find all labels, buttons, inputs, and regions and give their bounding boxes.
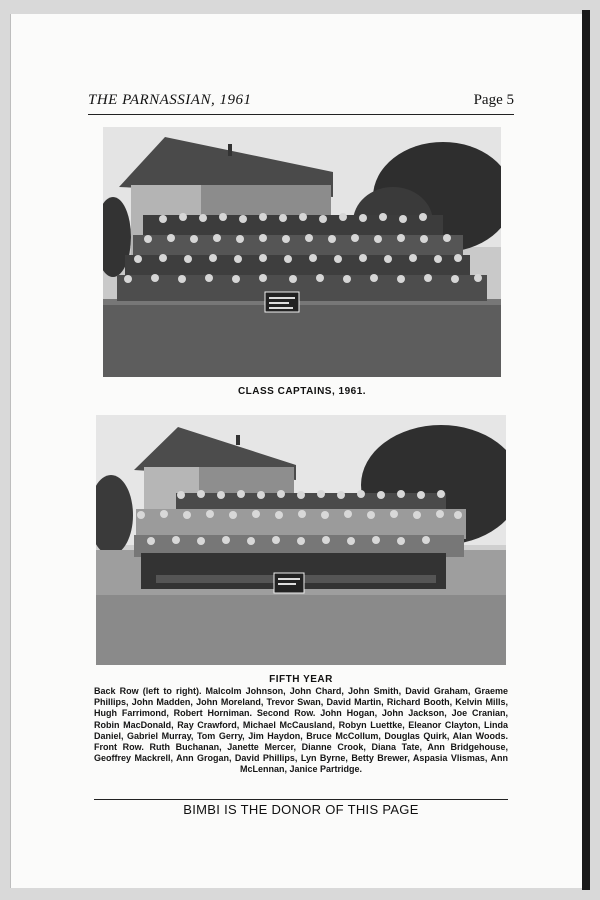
class-captains-caption: CLASS CAPTAINS, 1961. <box>237 386 367 397</box>
booklet-spine <box>582 10 590 890</box>
publication-title: THE PARNASSIAN, 1961 <box>88 92 252 108</box>
page-header <box>88 92 514 115</box>
fifth-year-names: Back Row (left to right). Malcolm Johnson, John Chard, John Smith, David Graham, Graeme Phillips, John Madden, John Moreland, Trevor Swan, David Martin, Richard Booth, Kelvin Mills, Hugh Farrimond, Robert Horniman. Second Row. John Hogan, John Jackson, Joe Cranian, Robin MacDonald, Ray Crawford, Michael McCausland, Robyn Luettke, Eleanor Clayton, Linda Daniel, Gabriel Murray, Tom Gerry, Jim Haydon, Bruce McCollum, Douglas Quirk, Alan Woods. Front Row. Ruth Buchanan, Janette Mercer, Dianne Crook, Diana Tate, Ann Bridgehouse, Geoffrey Mackrell, Ann Grogan, David Phillips, Lyn Byrne, Betty Brewer, Aspasia Vlismas, Ann McLennan, Janice Partridge. <box>94 686 508 775</box>
footer-divider <box>94 799 508 800</box>
page-number: Page 5 <box>473 92 514 108</box>
fifth-year-photo <box>96 415 506 665</box>
class-captains-photo <box>103 127 501 377</box>
fifth-year-caption: FIFTH YEAR <box>269 674 333 685</box>
donor-note: BIMBI IS THE DONOR OF THIS PAGE <box>183 802 419 817</box>
